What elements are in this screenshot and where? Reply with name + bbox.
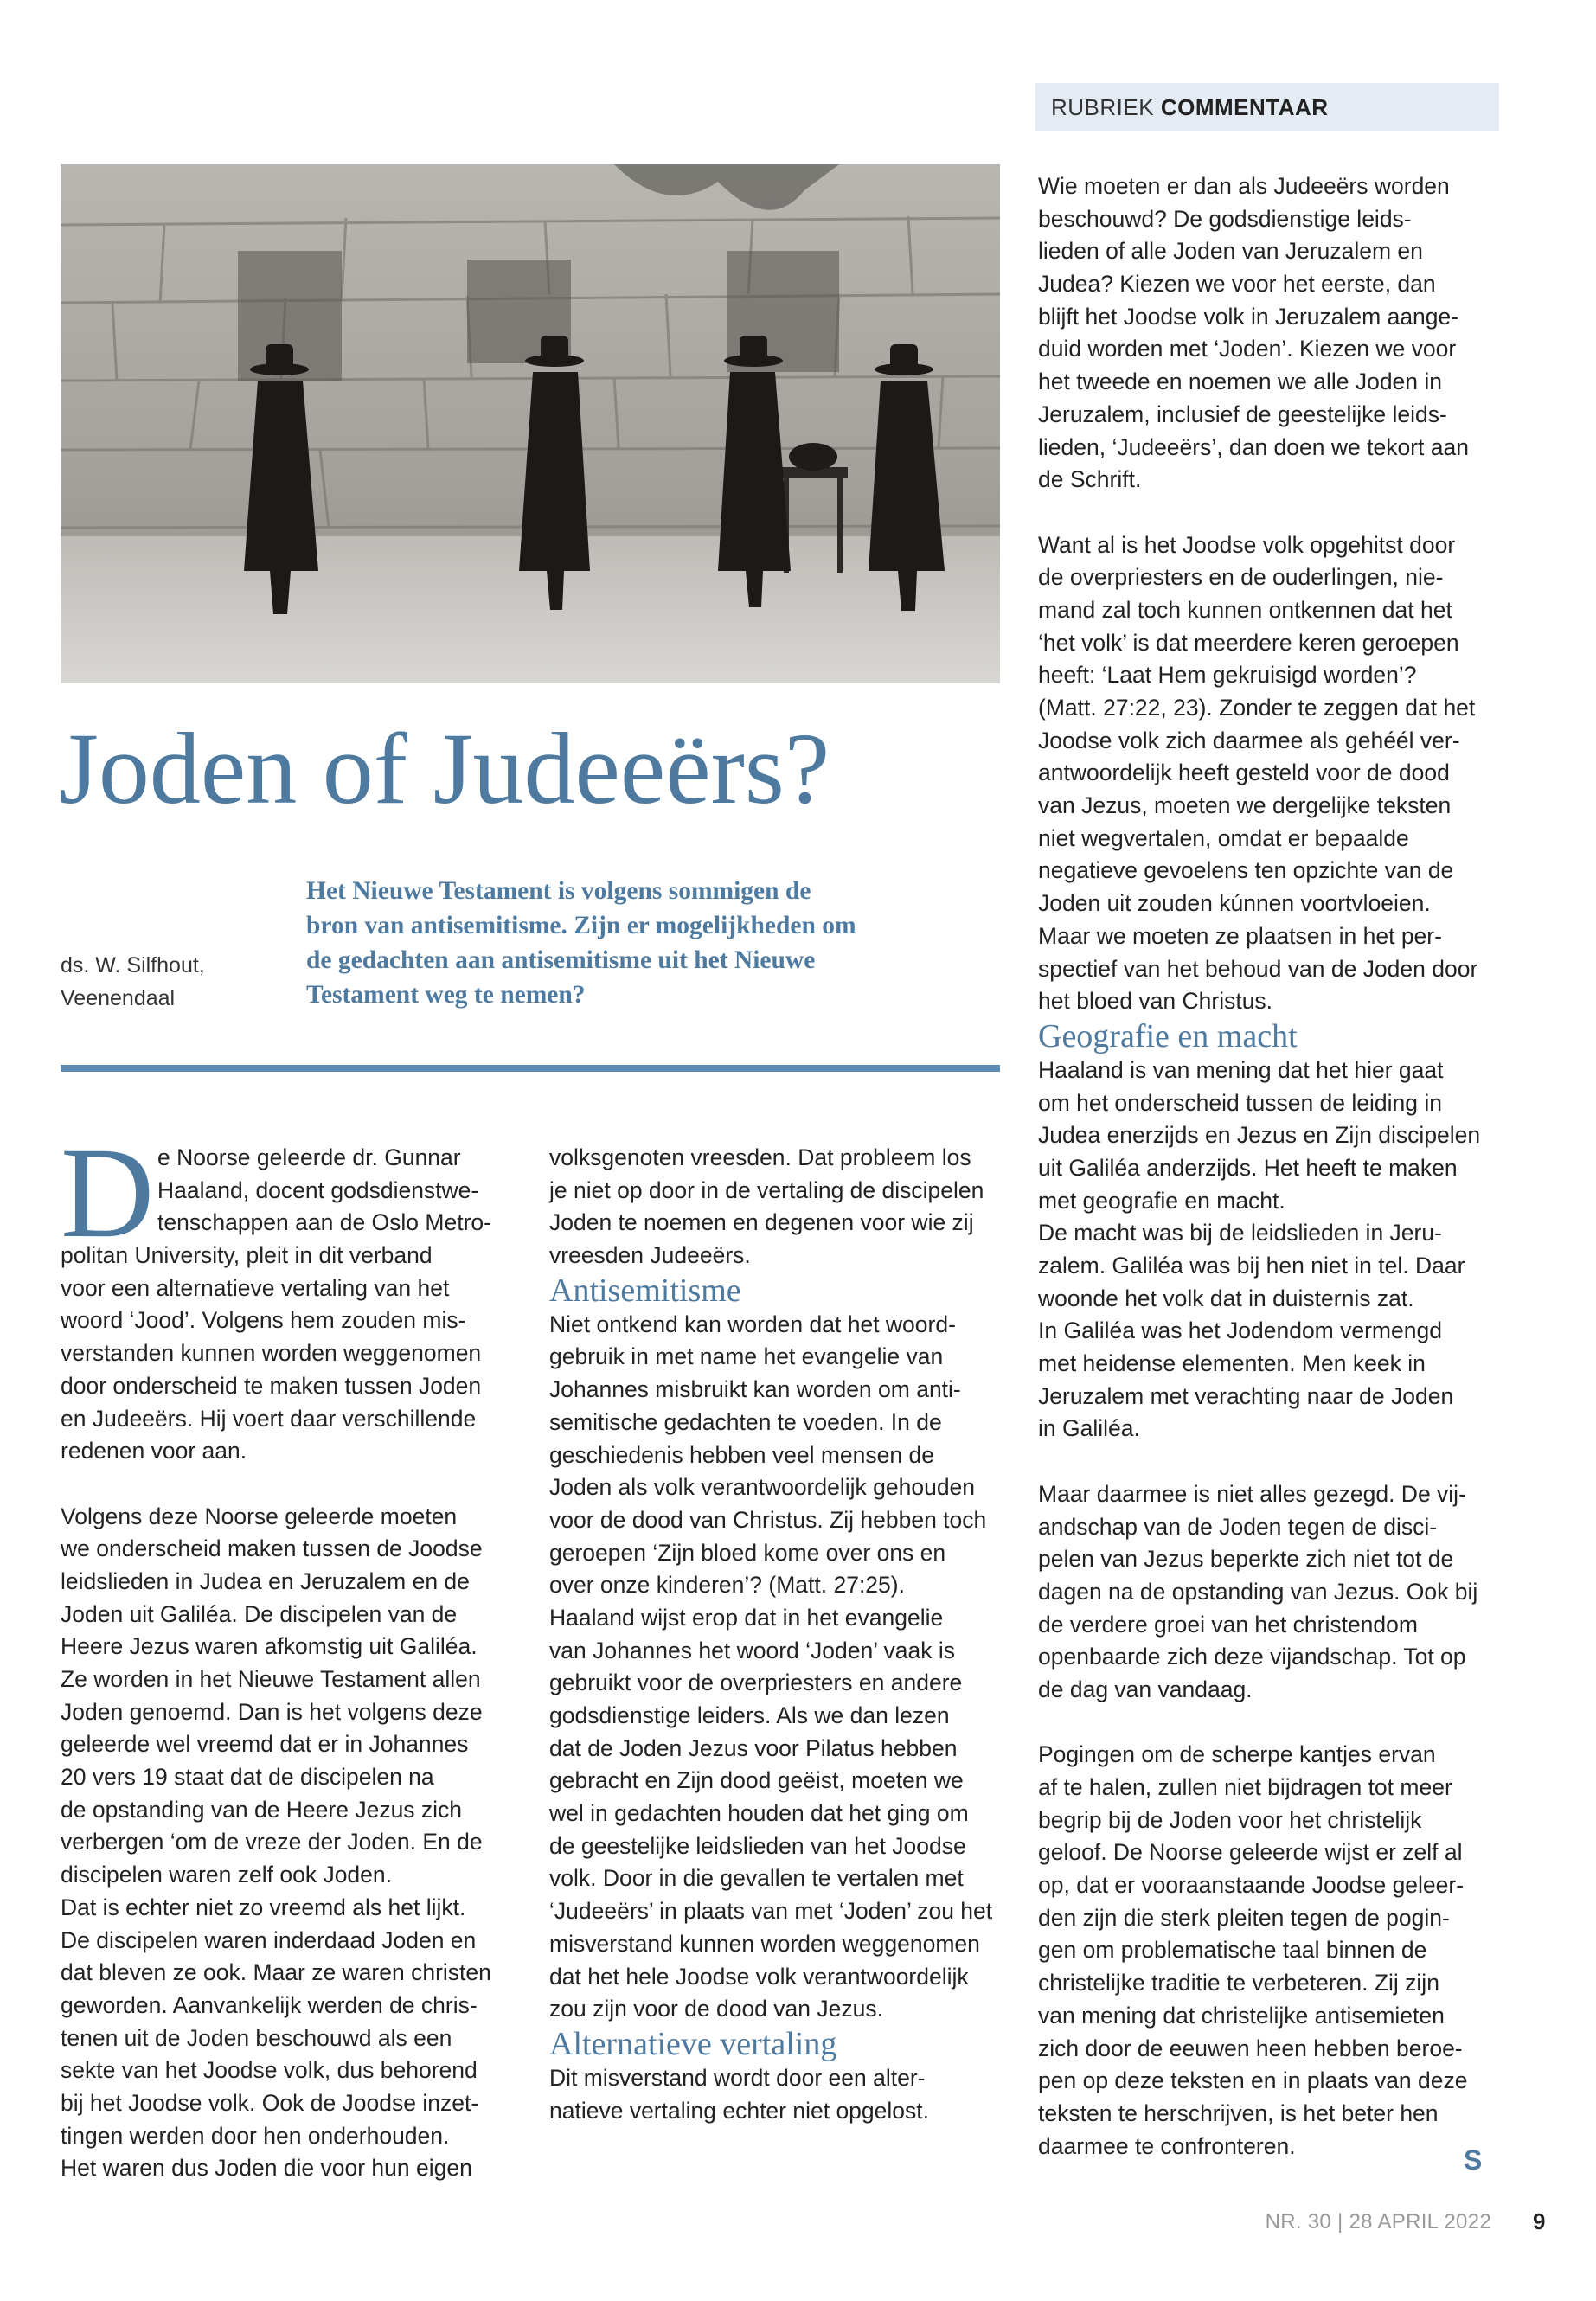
text-line: In Galiléa was het Jodendom vermengd <box>1038 1317 1442 1344</box>
end-mark-icon: S <box>1464 2144 1483 2176</box>
text-line: heeft: ‘Laat Hem gekruisigd worden’? <box>1038 662 1417 689</box>
text-line: 20 vers 19 staat dat de discipelen na <box>61 1764 434 1791</box>
text-line: Haaland, docent godsdienstwe- <box>157 1176 479 1203</box>
drop-cap: D <box>61 1121 155 1265</box>
text-line: dat het hele Joodse volk verantwoordelijk <box>549 1963 969 1990</box>
text-line: ‘het volk’ is dat meerdere keren geroepen <box>1038 629 1459 656</box>
text-line: Maar daarmee is niet alles gezegd. De vij- <box>1038 1480 1466 1507</box>
text-line: Wie moeten er dan als Judeeërs worden <box>1038 173 1450 199</box>
text-line: woord ‘Jood’. Volgens hem zouden mis- <box>61 1307 466 1334</box>
text-line: het tweede en noemen we alle Joden in <box>1038 369 1443 395</box>
text-line: af te halen, zullen niet bijdragen tot meer <box>1038 1774 1452 1800</box>
text-line: geworden. Aanvankelijk werden de chris- <box>61 1991 478 2018</box>
text-line: Joden genoemd. Dan is het volgens deze <box>61 1698 483 1725</box>
text-line: godsdienstige leiders. Als we dan lezen <box>549 1702 950 1728</box>
text-line: om het onderscheid tussen de leiding in <box>1038 1089 1442 1116</box>
subheading-geografie-en-macht: Geografie en macht <box>1038 1017 1298 1054</box>
text-line: Dit misverstand wordt door een alter- <box>549 2064 926 2091</box>
author-name: ds. W. Silfhout, <box>61 953 205 977</box>
text-line: Pogingen om de scherpe kantjes ervan <box>1038 1741 1436 1768</box>
text-line: tingen werden door hen onderhouden. <box>61 2122 450 2149</box>
text-line: De discipelen waren inderdaad Joden en <box>61 1926 477 1953</box>
text-line: beschouwd? De godsdienstige leids- <box>1038 205 1412 232</box>
text-line: Johannes misbruikt kan worden om anti- <box>549 1376 961 1403</box>
text-line: vreesden Judeeërs. <box>549 1242 751 1269</box>
paragraph <box>1038 1739 1501 2163</box>
lead-line: Het Nieuwe Testament is volgens sommigen de <box>306 877 811 905</box>
text-line: verbergen ‘om de vreze der Joden. En de <box>61 1829 483 1856</box>
text-line: in Galiléa. <box>1038 1415 1140 1442</box>
text-line: andschap van de Joden tegen de disci- <box>1038 1513 1438 1540</box>
text-line: christelijke traditie te verbeteren. Zij zijn <box>1038 1970 1439 1997</box>
text-line: door onderscheid te maken tussen Joden <box>61 1372 482 1399</box>
text-line: volksgenoten vreesden. Dat probleem los <box>549 1144 971 1170</box>
text-line: we onderscheid maken tussen de Joodse <box>61 1535 483 1562</box>
text-line: uit Galiléa anderzijds. Het heeft te maken <box>1038 1154 1458 1181</box>
text-line: discipelen waren zelf ook Joden. <box>61 1862 393 1888</box>
text-line: sekte van het Joodse volk, dus behorend <box>61 2057 478 2084</box>
text-line: semitische gedachten te voeden. In de <box>549 1408 942 1435</box>
article-author <box>61 949 285 1015</box>
text-line: e Noorse geleerde dr. Gunnar <box>157 1144 461 1170</box>
text-line: Haaland wijst erop dat in het evangelie <box>549 1604 944 1631</box>
text-line: Dat is echter niet zo vreemd als het lijkt. <box>61 1894 466 1920</box>
article-photo <box>61 164 1000 683</box>
text-line: niet wegvertalen, omdat er bepaalde <box>1038 824 1409 851</box>
text-line: ‘Judeeërs’ in plaats van met ‘Joden’ zou het <box>549 1898 993 1925</box>
text-line: begrip bij de Joden voor het christelijk <box>1038 1806 1422 1833</box>
text-line: Niet ontkend kan worden dat het woord- <box>549 1311 956 1337</box>
text-line: Joden uit Galiléa. De discipelen van de <box>61 1600 458 1627</box>
text-line: zich door de eeuwen heen hebben beroe- <box>1038 2035 1463 2061</box>
text-line: Joodse volk zich daarmee als gehéél ver- <box>1038 727 1460 753</box>
lead-line: bron van antisemitisme. Zijn er mogelijkheden om <box>306 912 856 939</box>
column-3 <box>1038 170 1501 2163</box>
text-line: de geestelijke leidslieden van het Joodse <box>549 1832 966 1859</box>
text-line: de opstanding van de Heere Jezus zich <box>61 1796 463 1823</box>
text-line: tenschappen aan de Oslo Metro- <box>157 1209 491 1236</box>
paragraph <box>1038 529 1501 1018</box>
text-line: (Matt. 27:22, 23). Zonder te zeggen dat het <box>1038 695 1476 721</box>
text-line: geroepen ‘Zijn bloed kome over ons en <box>549 1539 946 1566</box>
text-line: van Johannes het woord ‘Joden’ vaak is <box>549 1637 955 1663</box>
text-line: duid worden met ‘Joden’. Kiezen we voor <box>1038 336 1457 362</box>
text-line: geloof. De Noorse geleerde wijst er zelf al <box>1038 1839 1463 1866</box>
text-line: redenen voor aan. <box>61 1438 247 1465</box>
paragraph <box>1038 1054 1501 1445</box>
text-line: zou zijn voor de dood van Jezus. <box>549 1996 883 2022</box>
text-line: met geografie en macht. <box>1038 1187 1285 1214</box>
paragraph <box>549 1309 1012 2026</box>
text-line: de Schrift. <box>1038 466 1142 493</box>
text-line: tenen uit de Joden beschouwd als een <box>61 2024 452 2051</box>
text-line: gen om problematische taal binnen de <box>1038 1937 1427 1964</box>
text-line: Maar we moeten ze plaatsen in het per- <box>1038 922 1442 949</box>
text-line: Want al is het Joodse volk opgehitst door <box>1038 531 1456 558</box>
text-line: De macht was bij de leidslieden in Jeru- <box>1038 1220 1442 1247</box>
text-line: Het waren dus Joden die voor hun eigen <box>61 2155 472 2182</box>
article-lead <box>306 874 990 1012</box>
text-line: over onze kinderen’? (Matt. 27:25). <box>549 1572 905 1599</box>
text-line: openbaarde zich deze vijandschap. Tot op <box>1038 1644 1466 1670</box>
text-line: je niet op door in de vertaling de discipelen <box>549 1176 984 1203</box>
text-line: teksten te herschrijven, is het beter hen <box>1038 2099 1439 2126</box>
text-line: en Judeeërs. Hij voert daar verschillende <box>61 1405 477 1432</box>
text-line: woonde het volk dat in duisternis zat. <box>1038 1285 1414 1311</box>
photo-western-wall-praying-men-icon <box>61 164 1000 683</box>
text-line: het bloed van Christus. <box>1038 988 1273 1015</box>
text-line: verstanden kunnen worden weggenomen <box>61 1340 482 1367</box>
text-line: pelen van Jezus beperkte zich niet tot de <box>1038 1546 1454 1573</box>
text-line: dat bleven ze ook. Maar ze waren christen <box>61 1959 491 1986</box>
paragraph <box>61 1501 523 2185</box>
paragraph <box>549 1142 1012 1272</box>
text-line: Judea enerzijds en Jezus en Zijn discipelen <box>1038 1122 1481 1149</box>
text-line: antwoordelijk heeft gesteld voor de dood <box>1038 760 1450 786</box>
text-line: van mening dat christelijke antisemieten <box>1038 2002 1445 2029</box>
text-line: Volgens deze Noorse geleerde moeten <box>61 1503 458 1529</box>
text-line: pen op deze teksten en in plaats van deze <box>1038 2067 1468 2094</box>
text-line: volk. Door in die gevallen te vertalen met <box>549 1865 964 1892</box>
paragraph <box>549 2062 1012 2127</box>
article-title: Joden of Judeeërs? <box>59 712 830 825</box>
text-line: Joden als volk verantwoordelijk gehouden <box>549 1474 976 1501</box>
lead-line: de gedachten aan antisemitisme uit het Nieuwe <box>306 946 816 974</box>
author-place: Veenendaal <box>61 986 176 1010</box>
rubric-label <box>1035 83 1499 131</box>
text-line: met heidense elementen. Men keek in <box>1038 1350 1426 1377</box>
lead-line: Testament weg te nemen? <box>306 981 586 1009</box>
text-line: gebracht en Zijn dood geëist, moeten we <box>549 1767 964 1794</box>
text-line: dagen na de opstanding van Jezus. Ook bij <box>1038 1578 1478 1605</box>
text-line: den zijn die sterk pleiten tegen de pogin- <box>1038 1904 1450 1931</box>
text-line: leidslieden in Judea en Jeruzalem en de <box>61 1567 470 1594</box>
issue-info: NR. 30 | 28 APRIL 2022 <box>1265 2210 1491 2234</box>
paragraph <box>1038 170 1501 497</box>
text-line: negatieve gevoelens ten opzichte van de <box>1038 857 1454 884</box>
column-1 <box>61 1142 523 2185</box>
text-line: wel in gedachten houden dat het ging om <box>549 1800 969 1827</box>
text-line: Ze worden in het Nieuwe Testament allen <box>61 1666 481 1692</box>
text-line: gebruik in met name het evangelie van <box>549 1343 944 1370</box>
text-line: geleerde wel vreemd dat er in Johannes <box>61 1731 469 1758</box>
text-line: Joden uit zouden kúnnen voortvloeien. <box>1038 890 1431 917</box>
rubric-prefix: RUBRIEK <box>1051 94 1155 120</box>
rubric-name: COMMENTAAR <box>1160 94 1329 120</box>
text-line: lieden of alle Joden van Jeruzalem en <box>1038 238 1423 265</box>
text-line: mand zal toch kunnen ontkennen dat het <box>1038 596 1452 623</box>
text-line: misverstand kunnen worden weggenomen <box>549 1930 980 1957</box>
text-line: de verdere groei van het christendom <box>1038 1611 1418 1638</box>
text-line: gebruikt voor de overpriesters en andere <box>549 1670 963 1696</box>
paragraph <box>61 1240 523 1468</box>
text-line: daarmee te confronteren. <box>1038 2132 1296 2159</box>
text-line: blijft het Joodse volk in Jeruzalem aange- <box>1038 303 1459 330</box>
text-line: natieve vertaling echter niet opgelost. <box>549 2097 929 2124</box>
paragraph <box>1038 1478 1501 1707</box>
text-line: Jeruzalem met verachting naar de Joden <box>1038 1382 1454 1409</box>
text-line: lieden, ‘Judeeërs’, dan doen we tekort aan <box>1038 433 1469 460</box>
text-line: voor een alternatieve vertaling van het <box>61 1274 450 1301</box>
text-line: op, dat er vooraanstaande Joodse geleer- <box>1038 1872 1465 1899</box>
divider-rule <box>61 1065 1000 1072</box>
text-line: voor de dood van Christus. Zij hebben toch <box>549 1506 987 1533</box>
column-2 <box>549 1142 1012 2127</box>
text-line: Joden te noemen en degenen voor wie zij <box>549 1209 974 1236</box>
text-line: zalem. Galiléa was bij hen niet in tel. Daar <box>1038 1253 1465 1279</box>
text-line: de overpriesters en de ouderlingen, nie- <box>1038 564 1444 591</box>
text-line: de dag van vandaag. <box>1038 1676 1253 1702</box>
text-line: Judea? Kiezen we voor het eerste, dan <box>1038 271 1436 298</box>
text-line: Heere Jezus waren afkomstig uit Galiléa. <box>61 1633 478 1660</box>
text-line: geschiedenis hebben veel mensen de <box>549 1441 934 1468</box>
text-line: politan University, pleit in dit verband <box>61 1242 433 1269</box>
page-number: 9 <box>1533 2208 1546 2234</box>
text-line: bij het Joodse volk. Ook de Joodse inzet- <box>61 2089 479 2116</box>
subheading-antisemitisme: Antisemitisme <box>549 1272 741 1309</box>
text-line: Haaland is van mening dat het hier gaat <box>1038 1056 1444 1083</box>
subheading-alternatieve-vertaling: Alternatieve vertaling <box>549 2025 837 2062</box>
text-line: spectief van het behoud van de Joden door <box>1038 955 1478 982</box>
text-line: dat de Joden Jezus voor Pilatus hebben <box>549 1734 958 1761</box>
text-line: van Jezus, moeten we dergelijke teksten <box>1038 792 1452 819</box>
text-line: Jeruzalem, inclusief de geestelijke leids- <box>1038 401 1447 427</box>
